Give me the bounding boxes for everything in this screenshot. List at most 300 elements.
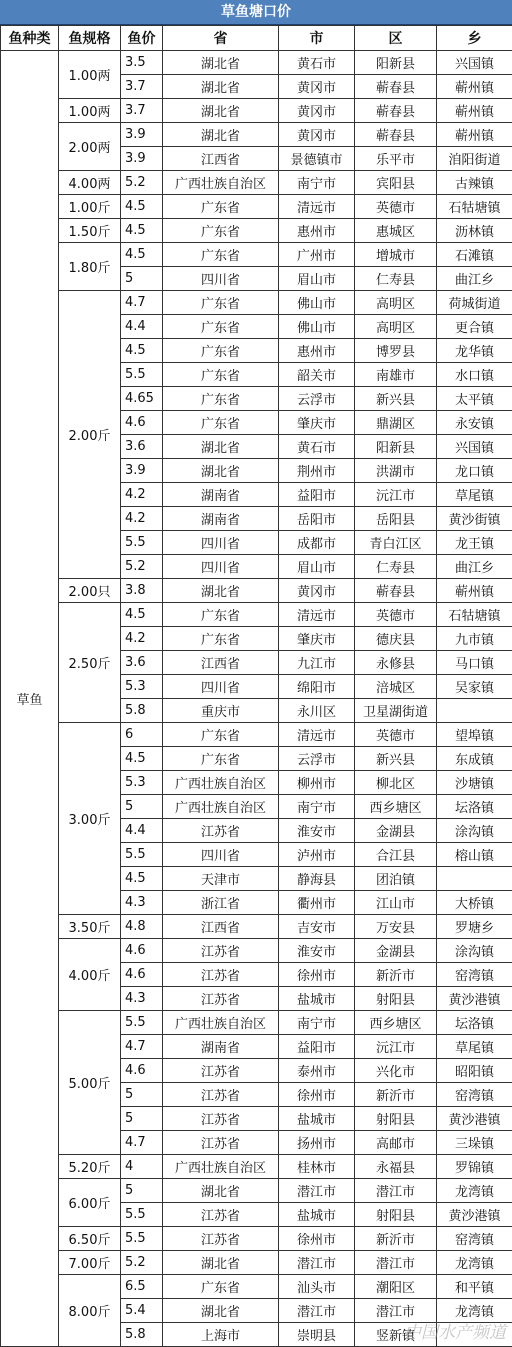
city-cell: 绵阳市 — [279, 675, 355, 699]
city-cell: 淮安市 — [279, 819, 355, 843]
township-cell: 龙王镇 — [437, 531, 512, 555]
table-row — [1, 1251, 512, 1275]
price-cell: 4.4 — [121, 315, 163, 339]
city-cell: 成都市 — [279, 531, 355, 555]
city-cell: 惠州市 — [279, 339, 355, 363]
city-cell: 惠州市 — [279, 219, 355, 243]
spec-cell: 1.00斤 — [59, 195, 121, 219]
spec-cell: 6.50斤 — [59, 1227, 121, 1251]
township-cell: 黄沙街镇 — [437, 507, 512, 531]
province-cell: 广东省 — [163, 363, 279, 387]
township-cell: 蕲州镇 — [437, 123, 512, 147]
header-province: 省 — [163, 26, 279, 51]
price-cell: 4.6 — [121, 939, 163, 963]
city-cell: 清远市 — [279, 603, 355, 627]
city-cell: 衢州市 — [279, 891, 355, 915]
price-cell: 4.5 — [121, 339, 163, 363]
price-cell: 5.8 — [121, 699, 163, 723]
city-cell: 静海县 — [279, 867, 355, 891]
header-city: 市 — [279, 26, 355, 51]
province-cell: 湖北省 — [163, 51, 279, 75]
province-cell: 广东省 — [163, 195, 279, 219]
province-cell: 广东省 — [163, 723, 279, 747]
price-cell: 3.7 — [121, 75, 163, 99]
township-cell: 东成镇 — [437, 747, 512, 771]
district-cell: 西乡塘区 — [355, 795, 437, 819]
price-cell: 6.5 — [121, 1275, 163, 1299]
township-cell: 吴家镇 — [437, 675, 512, 699]
district-cell: 射阳县 — [355, 1107, 437, 1131]
price-cell: 6 — [121, 723, 163, 747]
township-cell: 龙湾镇 — [437, 1251, 512, 1275]
city-cell: 南宁市 — [279, 171, 355, 195]
district-cell: 德庆县 — [355, 627, 437, 651]
city-cell: 黄石市 — [279, 435, 355, 459]
township-cell: 涂沟镇 — [437, 819, 512, 843]
district-cell: 英德市 — [355, 723, 437, 747]
township-cell: 永安镇 — [437, 411, 512, 435]
township-cell: 太平镇 — [437, 387, 512, 411]
price-cell: 5.2 — [121, 1251, 163, 1275]
city-cell: 南宁市 — [279, 1011, 355, 1035]
township-cell: 龙湾镇 — [437, 1179, 512, 1203]
district-cell: 青白江区 — [355, 531, 437, 555]
table-row — [1, 171, 512, 195]
district-cell: 蕲春县 — [355, 99, 437, 123]
province-cell: 江苏省 — [163, 1107, 279, 1131]
township-cell: 黄沙港镇 — [437, 987, 512, 1011]
city-cell: 徐州市 — [279, 1227, 355, 1251]
township-cell — [437, 867, 512, 891]
district-cell: 西乡塘区 — [355, 1011, 437, 1035]
table-row — [1, 1179, 512, 1203]
district-cell: 英德市 — [355, 195, 437, 219]
province-cell: 四川省 — [163, 555, 279, 579]
price-cell: 5.3 — [121, 771, 163, 795]
district-cell: 柳北区 — [355, 771, 437, 795]
city-cell: 清远市 — [279, 195, 355, 219]
city-cell: 泸州市 — [279, 843, 355, 867]
city-cell: 肇庆市 — [279, 411, 355, 435]
province-cell: 广东省 — [163, 339, 279, 363]
spec-cell: 5.20斤 — [59, 1155, 121, 1179]
district-cell: 万安县 — [355, 915, 437, 939]
province-cell: 江苏省 — [163, 987, 279, 1011]
township-cell: 马口镇 — [437, 651, 512, 675]
district-cell: 涪城区 — [355, 675, 437, 699]
township-cell: 罗塘乡 — [437, 915, 512, 939]
price-cell: 4.4 — [121, 819, 163, 843]
spec-cell: 7.00斤 — [59, 1251, 121, 1275]
district-cell: 潜江市 — [355, 1179, 437, 1203]
province-cell: 江苏省 — [163, 1059, 279, 1083]
city-cell: 云浮市 — [279, 387, 355, 411]
city-cell: 景德镇市 — [279, 147, 355, 171]
price-cell: 5.5 — [121, 531, 163, 555]
district-cell: 高明区 — [355, 291, 437, 315]
province-cell: 天津市 — [163, 867, 279, 891]
table-body — [1, 51, 512, 1347]
district-cell: 英德市 — [355, 603, 437, 627]
price-cell: 3.8 — [121, 579, 163, 603]
district-cell: 卫星湖街道 — [355, 699, 437, 723]
header-township: 乡 — [437, 26, 512, 51]
township-cell: 龙湾镇 — [437, 1299, 512, 1323]
table-row — [1, 939, 512, 963]
province-cell: 广东省 — [163, 747, 279, 771]
spec-cell: 4.00斤 — [59, 939, 121, 1011]
table-title: 草鱼塘口价 — [0, 0, 512, 25]
province-cell: 广西壮族自治区 — [163, 171, 279, 195]
table-row — [1, 195, 512, 219]
city-cell: 黄冈市 — [279, 75, 355, 99]
district-cell: 仁寿县 — [355, 267, 437, 291]
city-cell: 汕头市 — [279, 1275, 355, 1299]
district-cell: 惠城区 — [355, 219, 437, 243]
price-cell: 4.5 — [121, 195, 163, 219]
province-cell: 湖南省 — [163, 483, 279, 507]
price-cell: 5.8 — [121, 1323, 163, 1347]
city-cell: 扬州市 — [279, 1131, 355, 1155]
table-row — [1, 219, 512, 243]
province-cell: 广西壮族自治区 — [163, 1155, 279, 1179]
price-cell: 5.5 — [121, 1203, 163, 1227]
spec-cell: 1.00两 — [59, 99, 121, 123]
province-cell: 湖北省 — [163, 99, 279, 123]
district-cell: 岳阳县 — [355, 507, 437, 531]
city-cell: 荆州市 — [279, 459, 355, 483]
city-cell: 九江市 — [279, 651, 355, 675]
district-cell: 合江县 — [355, 843, 437, 867]
township-cell: 草尾镇 — [437, 1035, 512, 1059]
province-cell: 江苏省 — [163, 1131, 279, 1155]
province-cell: 广西壮族自治区 — [163, 1011, 279, 1035]
city-cell: 益阳市 — [279, 1035, 355, 1059]
province-cell: 湖北省 — [163, 1179, 279, 1203]
table-row — [1, 51, 512, 75]
price-cell: 4.5 — [121, 603, 163, 627]
province-cell: 江苏省 — [163, 939, 279, 963]
header-spec: 鱼规格 — [59, 26, 121, 51]
township-cell: 涂沟镇 — [437, 939, 512, 963]
price-cell: 4.3 — [121, 987, 163, 1011]
fish-type-cell: 草鱼 — [1, 51, 59, 1347]
city-cell: 徐州市 — [279, 963, 355, 987]
table-row — [1, 1011, 512, 1035]
district-cell: 阳新县 — [355, 51, 437, 75]
province-cell: 江西省 — [163, 147, 279, 171]
district-cell: 高邮市 — [355, 1131, 437, 1155]
spec-cell: 2.50斤 — [59, 603, 121, 723]
township-cell: 龙华镇 — [437, 339, 512, 363]
district-cell: 永修县 — [355, 651, 437, 675]
township-cell: 坛洛镇 — [437, 1011, 512, 1035]
table-row — [1, 243, 512, 267]
price-cell: 4.7 — [121, 1035, 163, 1059]
district-cell: 洪湖市 — [355, 459, 437, 483]
table-row — [1, 99, 512, 123]
district-cell: 新兴县 — [355, 387, 437, 411]
spec-cell: 1.50斤 — [59, 219, 121, 243]
district-cell: 新兴县 — [355, 747, 437, 771]
table-row — [1, 291, 512, 315]
district-cell: 蕲春县 — [355, 579, 437, 603]
province-cell: 四川省 — [163, 843, 279, 867]
price-cell: 3.5 — [121, 51, 163, 75]
district-cell: 阳新县 — [355, 435, 437, 459]
city-cell: 徐州市 — [279, 1083, 355, 1107]
price-cell: 4.5 — [121, 219, 163, 243]
district-cell: 射阳县 — [355, 1203, 437, 1227]
township-cell: 窑湾镇 — [437, 963, 512, 987]
township-cell: 水口镇 — [437, 363, 512, 387]
price-cell: 5 — [121, 1179, 163, 1203]
spec-cell: 1.80斤 — [59, 243, 121, 291]
header-fish-type: 鱼种类 — [1, 26, 59, 51]
price-cell: 5.3 — [121, 675, 163, 699]
header-price: 鱼价 — [121, 26, 163, 51]
city-cell: 吉安市 — [279, 915, 355, 939]
city-cell: 黄冈市 — [279, 99, 355, 123]
price-cell: 5.4 — [121, 1299, 163, 1323]
township-cell: 草尾镇 — [437, 483, 512, 507]
township-cell: 大桥镇 — [437, 891, 512, 915]
district-cell: 新沂市 — [355, 1083, 437, 1107]
district-cell: 仁寿县 — [355, 555, 437, 579]
province-cell: 广东省 — [163, 1275, 279, 1299]
city-cell: 泰州市 — [279, 1059, 355, 1083]
city-cell: 眉山市 — [279, 555, 355, 579]
district-cell: 潮阳区 — [355, 1275, 437, 1299]
city-cell: 永川区 — [279, 699, 355, 723]
city-cell: 云浮市 — [279, 747, 355, 771]
district-cell: 蕲春县 — [355, 75, 437, 99]
city-cell: 韶关市 — [279, 363, 355, 387]
price-cell: 5.5 — [121, 363, 163, 387]
city-cell: 潜江市 — [279, 1299, 355, 1323]
price-cell: 5.5 — [121, 1011, 163, 1035]
province-cell: 四川省 — [163, 675, 279, 699]
township-cell: 望埠镇 — [437, 723, 512, 747]
province-cell: 上海市 — [163, 1323, 279, 1347]
district-cell: 永福县 — [355, 1155, 437, 1179]
township-cell: 和平镇 — [437, 1275, 512, 1299]
province-cell: 重庆市 — [163, 699, 279, 723]
province-cell: 江苏省 — [163, 1227, 279, 1251]
table-row — [1, 915, 512, 939]
price-cell: 4.7 — [121, 291, 163, 315]
price-cell: 5 — [121, 267, 163, 291]
header-district: 区 — [355, 26, 437, 51]
spec-cell: 8.00斤 — [59, 1275, 121, 1347]
city-cell: 眉山市 — [279, 267, 355, 291]
price-cell: 3.9 — [121, 147, 163, 171]
spec-cell: 2.00斤 — [59, 291, 121, 579]
city-cell: 潜江市 — [279, 1251, 355, 1275]
city-cell: 柳州市 — [279, 771, 355, 795]
spec-cell: 2.00只 — [59, 579, 121, 603]
township-cell: 曲江乡 — [437, 555, 512, 579]
province-cell: 广东省 — [163, 219, 279, 243]
district-cell: 团泊镇 — [355, 867, 437, 891]
city-cell: 盐城市 — [279, 987, 355, 1011]
city-cell: 肇庆市 — [279, 627, 355, 651]
price-cell: 4.2 — [121, 483, 163, 507]
city-cell: 岳阳市 — [279, 507, 355, 531]
city-cell: 桂林市 — [279, 1155, 355, 1179]
township-cell: 罗锦镇 — [437, 1155, 512, 1179]
province-cell: 湖南省 — [163, 507, 279, 531]
city-cell: 盐城市 — [279, 1203, 355, 1227]
province-cell: 湖北省 — [163, 435, 279, 459]
table-row — [1, 1227, 512, 1251]
township-cell: 昭阳镇 — [437, 1059, 512, 1083]
spec-cell: 1.00两 — [59, 51, 121, 99]
price-cell: 4.5 — [121, 243, 163, 267]
district-cell: 宾阳县 — [355, 171, 437, 195]
province-cell: 湖北省 — [163, 75, 279, 99]
township-cell: 石牯塘镇 — [437, 195, 512, 219]
township-cell: 窑湾镇 — [437, 1227, 512, 1251]
price-cell: 5.2 — [121, 171, 163, 195]
header-row — [1, 26, 512, 51]
price-cell: 3.9 — [121, 123, 163, 147]
spec-cell: 3.50斤 — [59, 915, 121, 939]
province-cell: 广东省 — [163, 411, 279, 435]
table-row — [1, 723, 512, 747]
spec-cell: 6.00斤 — [59, 1179, 121, 1227]
price-cell: 3.9 — [121, 459, 163, 483]
district-cell: 金湖县 — [355, 939, 437, 963]
district-cell: 金湖县 — [355, 819, 437, 843]
township-cell: 蕲州镇 — [437, 579, 512, 603]
district-cell: 射阳县 — [355, 987, 437, 1011]
province-cell: 四川省 — [163, 531, 279, 555]
province-cell: 江苏省 — [163, 963, 279, 987]
district-cell: 鼎湖区 — [355, 411, 437, 435]
province-cell: 江西省 — [163, 915, 279, 939]
city-cell: 黄石市 — [279, 51, 355, 75]
province-cell: 广西壮族自治区 — [163, 771, 279, 795]
province-cell: 广东省 — [163, 387, 279, 411]
city-cell: 黄冈市 — [279, 123, 355, 147]
city-cell: 黄冈市 — [279, 579, 355, 603]
city-cell: 清远市 — [279, 723, 355, 747]
township-cell: 龙口镇 — [437, 459, 512, 483]
district-cell: 新沂市 — [355, 963, 437, 987]
province-cell: 广东省 — [163, 291, 279, 315]
district-cell: 增城市 — [355, 243, 437, 267]
price-cell: 4.7 — [121, 1131, 163, 1155]
price-cell: 4.5 — [121, 867, 163, 891]
township-cell: 石牯塘镇 — [437, 603, 512, 627]
price-cell: 4.6 — [121, 411, 163, 435]
table-row — [1, 123, 512, 147]
district-cell: 潜江市 — [355, 1299, 437, 1323]
township-cell: 黄沙港镇 — [437, 1203, 512, 1227]
district-cell: 沅江市 — [355, 483, 437, 507]
district-cell: 乐平市 — [355, 147, 437, 171]
price-table — [0, 25, 512, 1347]
township-cell: 黄沙港镇 — [437, 1107, 512, 1131]
spec-cell: 2.00两 — [59, 123, 121, 171]
district-cell: 竖新镇 — [355, 1323, 437, 1347]
province-cell: 湖北省 — [163, 123, 279, 147]
table-row — [1, 579, 512, 603]
city-cell: 广州市 — [279, 243, 355, 267]
spec-cell: 5.00斤 — [59, 1011, 121, 1155]
township-cell: 九市镇 — [437, 627, 512, 651]
city-cell: 盐城市 — [279, 1107, 355, 1131]
township-cell: 更合镇 — [437, 315, 512, 339]
township-cell — [437, 699, 512, 723]
price-cell: 4.65 — [121, 387, 163, 411]
district-cell: 博罗县 — [355, 339, 437, 363]
price-cell: 3.6 — [121, 435, 163, 459]
district-cell: 江山市 — [355, 891, 437, 915]
province-cell: 江苏省 — [163, 1203, 279, 1227]
price-cell: 4.2 — [121, 627, 163, 651]
city-cell: 崇明县 — [279, 1323, 355, 1347]
province-cell: 湖南省 — [163, 1035, 279, 1059]
township-cell: 兴国镇 — [437, 51, 512, 75]
province-cell: 江西省 — [163, 651, 279, 675]
city-cell: 佛山市 — [279, 291, 355, 315]
province-cell: 广东省 — [163, 627, 279, 651]
township-cell: 三垛镇 — [437, 1131, 512, 1155]
township-cell — [437, 1323, 512, 1347]
spec-cell: 3.00斤 — [59, 723, 121, 915]
township-cell: 蕲州镇 — [437, 75, 512, 99]
price-cell: 5.5 — [121, 1227, 163, 1251]
province-cell: 湖北省 — [163, 579, 279, 603]
district-cell: 潜江市 — [355, 1251, 437, 1275]
district-cell: 南雄市 — [355, 363, 437, 387]
district-cell: 兴化市 — [355, 1059, 437, 1083]
township-cell: 古辣镇 — [437, 171, 512, 195]
township-cell: 石滩镇 — [437, 243, 512, 267]
city-cell: 潜江市 — [279, 1179, 355, 1203]
price-cell: 4.5 — [121, 747, 163, 771]
price-cell: 4.6 — [121, 1059, 163, 1083]
price-cell: 4.2 — [121, 507, 163, 531]
township-cell: 坛洛镇 — [437, 795, 512, 819]
district-cell: 高明区 — [355, 315, 437, 339]
province-cell: 广东省 — [163, 315, 279, 339]
price-cell: 4.6 — [121, 963, 163, 987]
township-cell: 蕲州镇 — [437, 99, 512, 123]
township-cell: 窑湾镇 — [437, 1083, 512, 1107]
city-cell: 佛山市 — [279, 315, 355, 339]
province-cell: 广东省 — [163, 603, 279, 627]
province-cell: 四川省 — [163, 267, 279, 291]
price-cell: 5 — [121, 795, 163, 819]
price-cell: 5 — [121, 1083, 163, 1107]
province-cell: 浙江省 — [163, 891, 279, 915]
price-cell: 4 — [121, 1155, 163, 1179]
district-cell: 蕲春县 — [355, 123, 437, 147]
province-cell: 湖北省 — [163, 459, 279, 483]
province-cell: 广东省 — [163, 243, 279, 267]
table-row — [1, 1155, 512, 1179]
price-cell: 5.5 — [121, 843, 163, 867]
city-cell: 淮安市 — [279, 939, 355, 963]
price-cell: 5 — [121, 1107, 163, 1131]
township-cell: 荷城街道 — [437, 291, 512, 315]
price-cell: 3.6 — [121, 651, 163, 675]
township-cell: 曲江乡 — [437, 267, 512, 291]
city-cell: 益阳市 — [279, 483, 355, 507]
